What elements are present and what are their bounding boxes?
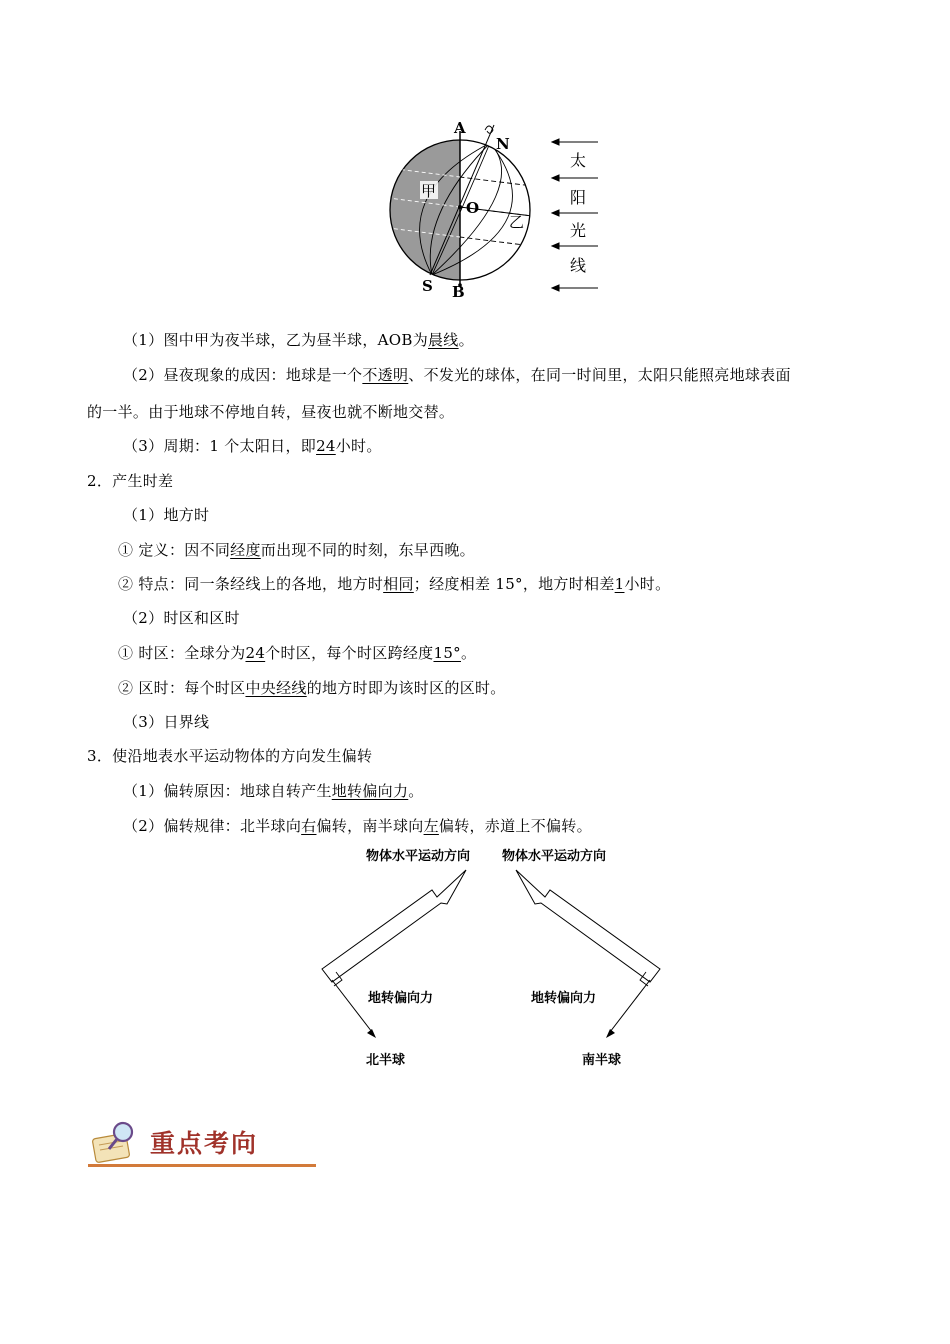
answer-blank: 不透明 <box>362 366 409 384</box>
s2-d2: ② 特点：同一条经线上的各地，地方时相同；经度相差 15°，地方时相差1小时。 <box>118 575 671 593</box>
label-a: A <box>454 119 466 137</box>
answer-blank: 右 <box>301 817 317 835</box>
section-3-title: 3．使沿地表水平运动物体的方向发生偏转 <box>87 747 373 765</box>
north-force-arrow <box>332 980 372 1032</box>
day-night-globe-figure <box>380 115 610 300</box>
answer-blank: 1 <box>614 575 625 593</box>
label-b: B <box>452 283 465 300</box>
answer-blank: 相同 <box>383 575 414 593</box>
label-s: S <box>422 277 433 295</box>
answer-blank: 24 <box>245 644 266 662</box>
label-o: O <box>466 199 480 217</box>
label-yi: 乙 <box>509 213 525 231</box>
sunlight-char-3: 光 <box>570 221 587 240</box>
s3-p2: （2）偏转规律：北半球向右偏转，南半球向左偏转，赤道上不偏转。 <box>123 817 592 835</box>
answer-blank: 中央经线 <box>245 679 307 697</box>
motion-label-right: 物体水平运动方向 <box>502 849 607 864</box>
deflection-figure <box>310 842 670 1072</box>
section-2-title: 2．产生时差 <box>87 472 174 490</box>
south-motion-arrow <box>516 870 660 982</box>
s2-z2: ② 区时：每个时区中央经线的地方时即为该时区的区时。 <box>118 679 506 697</box>
s2-h2: （2）时区和区时 <box>123 609 240 627</box>
south-force-arrow <box>610 980 650 1032</box>
answer-blank: 经度 <box>230 541 261 559</box>
s2-h1: （1）地方时 <box>123 506 210 524</box>
para-s1-p1: （1）图中甲为夜半球，乙为昼半球，AOB为晨线。 <box>123 331 474 349</box>
answer-blank: 24 <box>316 437 336 455</box>
section-heading-text: 重点考向 <box>150 1129 259 1158</box>
para-s1-p3: （3）周期：1 个太阳日，即24小时。 <box>123 437 382 455</box>
force-label-left: 地转偏向力 <box>368 991 434 1006</box>
answer-blank: 晨线 <box>428 331 459 349</box>
label-jia: 甲 <box>421 182 437 200</box>
night-hemisphere <box>380 115 460 300</box>
north-motion-arrow <box>322 870 466 982</box>
s2-d1: ① 定义：因不同经度而出现不同的时刻，东早西晚。 <box>118 541 475 559</box>
answer-blank: 左 <box>423 817 439 835</box>
section-heading <box>88 1118 316 1170</box>
s2-h3: （3）日界线 <box>123 713 210 731</box>
sunlight-char-4: 线 <box>570 256 587 275</box>
label-n: N <box>496 135 510 153</box>
force-label-right: 地转偏向力 <box>531 991 597 1006</box>
sunlight-char-2: 阳 <box>570 188 587 207</box>
s2-z1: ① 时区：全球分为24个时区，每个时区跨经度15°。 <box>118 644 477 662</box>
south-hemisphere-label: 南半球 <box>582 1053 622 1068</box>
section-heading-underline <box>88 1164 316 1167</box>
s3-p1: （1）偏转原因：地球自转产生地转偏向力。 <box>123 782 424 800</box>
magnifier-notebook-icon <box>90 1118 140 1166</box>
answer-blank: 15° <box>433 644 461 662</box>
sunlight-char-1: 太 <box>570 151 587 170</box>
para-s1-p2-cont: 的一半。由于地球不停地自转，昼夜也就不断地交替。 <box>87 403 455 421</box>
north-hemisphere-label: 北半球 <box>366 1053 406 1068</box>
answer-blank: 地转偏向力 <box>331 782 409 800</box>
motion-label-left: 物体水平运动方向 <box>366 849 471 864</box>
para-s1-p2: （2）昼夜现象的成因：地球是一个不透明、不发光的球体，在同一时间里，太阳只能照亮地球表面 <box>123 366 791 384</box>
